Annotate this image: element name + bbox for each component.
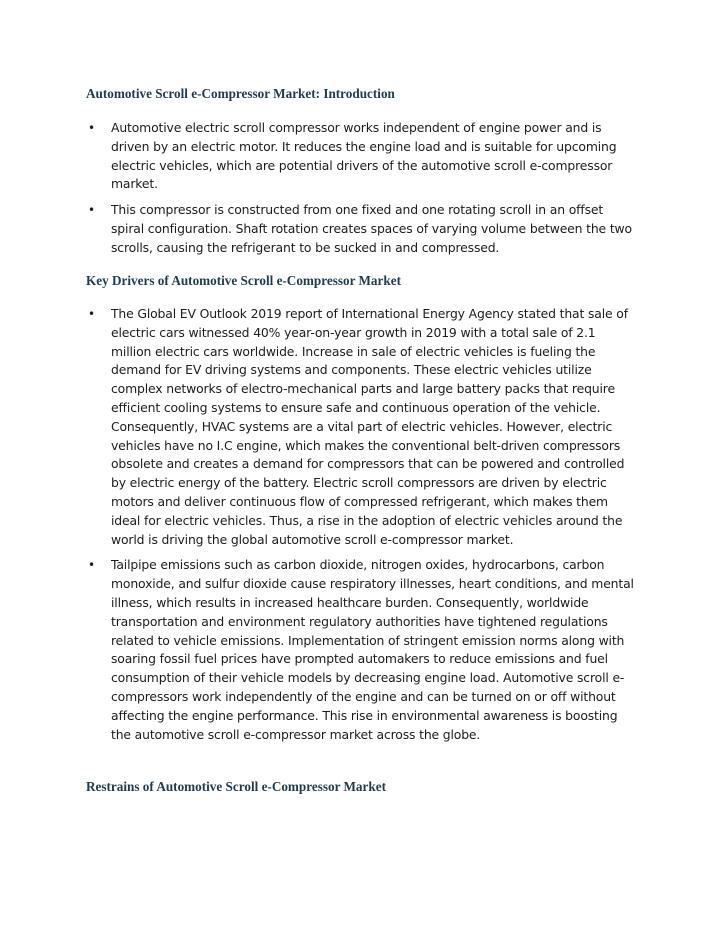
bullet-icon: • — [88, 307, 95, 321]
bullet-text: Tailpipe emissions such as carbon dioxide, nitrogen oxides, hydrocarbons, carbon monoxide, and sulfur dioxide cause respiratory illnesses, heart conditions, and mental illness, which results in increased healthcare burden. Consequently, worldwide transportation and environment regulatory authorities have tightened regulations related to vehicle emissions. Implementation of stringent emission norms along with soaring fossil fuel prices have prompted automakers to reduce emissions and fuel consumption of their vehicle models by decreasing engine load. Automotive scroll e-compressors work independently of the engine and can be turned on or off without affecting the engine performance. This rise in environmental awareness is boosting the automotive scroll e-compressor market across the globe. — [111, 557, 634, 742]
key-drivers-bullet-list — [0, 305, 635, 751]
bullet-item — [0, 305, 635, 549]
bullet-item — [0, 556, 635, 744]
bullet-text: This compressor is constructed from one fixed and one rotating scroll in an offset spiral configuration. Shaft rotation creates spaces of varying volume between the two scrolls, causing the refrigerant to be sucked in and compressed. — [111, 202, 632, 255]
introduction-bullet-list — [0, 119, 635, 265]
bullet-text: The Global EV Outlook 2019 report of International Energy Agency stated that sale of electric cars witnessed 40% year-on-year growth in 2019 with a total sale of 2.1 million electric cars worldwide. Increase in sale of electric vehicles is fueling the demand for EV driving systems and components. These electric vehicles utilize complex networks of electro-mechanical parts and large battery packs that require efficient cooling systems to ensure safe and continuous operation of the vehicle. Consequently, HVAC systems are a vital part of electric vehicles. However, electric vehicles have no I.C engine, which makes the conventional belt-driven compressors obsolete and creates a demand for compressors that can be powered and controlled by electric energy of the battery. Electric scroll compressors are driven by electric motors and deliver continuous flow of compressed refrigerant, which makes them ideal for electric vehicles. Thus, a rise in the adoption of electric vehicles around the world is driving the global automotive scroll e-compressor market. — [111, 306, 628, 547]
bullet-icon: • — [88, 121, 95, 135]
bullet-icon: • — [88, 203, 95, 218]
section-heading-introduction: Automotive Scroll e-Compressor Market: Introduction — [86, 86, 395, 101]
section-heading-key-drivers: Key Drivers of Automotive Scroll e-Compressor Market — [86, 273, 401, 288]
bullet-item — [0, 119, 635, 194]
section-heading-restrains: Restrains of Automotive Scroll e-Compressor Market — [86, 779, 386, 794]
bullet-item — [0, 201, 635, 257]
bullet-icon: • — [88, 558, 95, 573]
bullet-text: Automotive electric scroll compressor works independent of engine power and is driven by an electric motor. It reduces the engine load and is suitable for upcoming electric vehicles, which are potential drivers of the automotive scroll e-compressor market. — [111, 120, 617, 192]
